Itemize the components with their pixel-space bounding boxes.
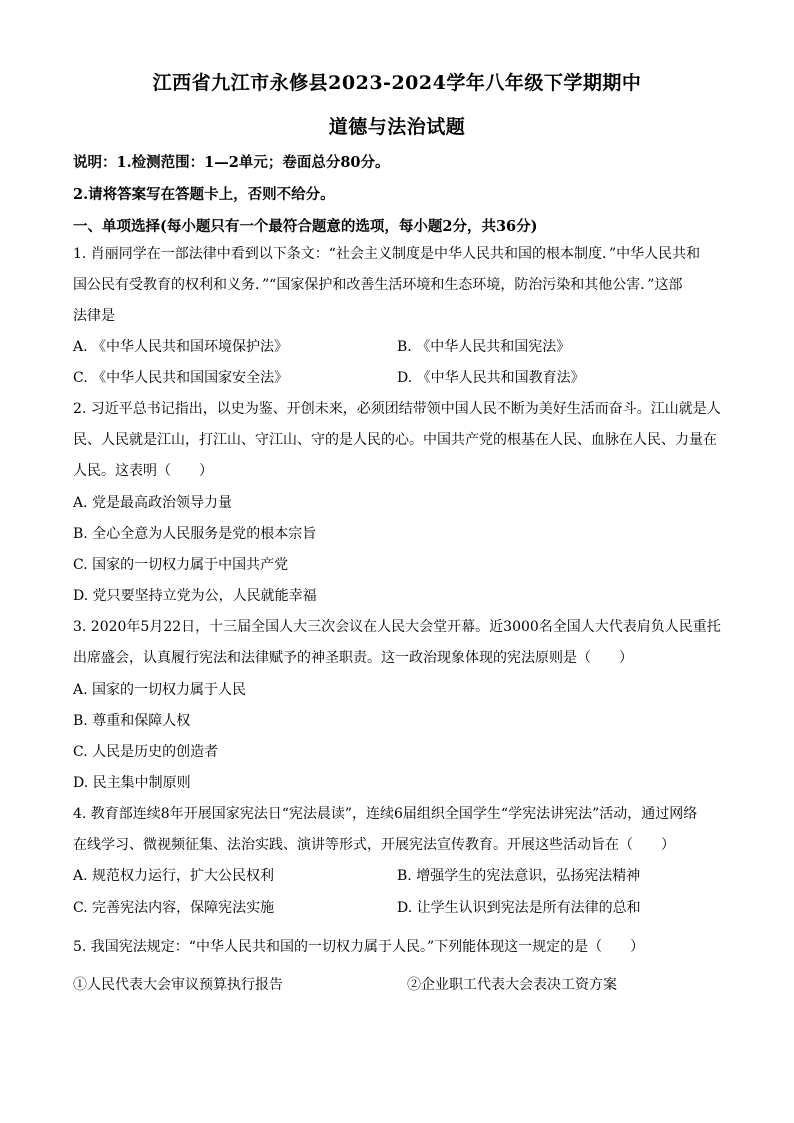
q3-stem-line-1: 3. 2020年5月22日，十三届全国人大三次会议在人民大会堂开幕。近3000名全国人大代表肩负人民重托 bbox=[73, 619, 721, 635]
q2-option-a: A. 党是最高政治领导力量 bbox=[73, 495, 233, 511]
q3-option-d: D. 民主集中制原则 bbox=[73, 775, 191, 791]
q5-item-2: ②企业职工代表大会表决工资方案 bbox=[407, 977, 617, 993]
q4-option-b: B. 增强学生的宪法意识，弘扬宪法精神 bbox=[397, 868, 641, 884]
q1-option-a: A. 《中华人民共和国环境保护法》 bbox=[73, 339, 289, 355]
q4-option-a: A. 规范权力运行，扩大公民权利 bbox=[73, 868, 275, 884]
q3-option-a: A. 国家的一切权力属于人民 bbox=[73, 682, 247, 698]
q4-stem-line-2: 在线学习、微视频征集、法治实践、演讲等形式，开展宪法宣传教育。开展这些活动旨在（ ） bbox=[73, 837, 675, 853]
section-heading: 一、单项选择(每小题只有一个最符合题意的选项，每小题2分，共36分) bbox=[73, 218, 538, 235]
q4-option-d: D. 让学生认识到宪法是所有法律的总和 bbox=[397, 900, 641, 916]
q2-option-d: D. 党只要坚持立党为公，人民就能幸福 bbox=[73, 588, 317, 604]
exam-title: 江西省九江市永修县2023-2024学年八年级下学期期中 bbox=[152, 72, 642, 94]
q4-option-c: C. 完善宪法内容，保障宪法实施 bbox=[73, 900, 275, 916]
q2-stem-line-3: 人民。这表明（ ） bbox=[73, 463, 213, 479]
q1-stem-line-2: 国公民有受教育的权利和义务．”“国家保护和改善生活环境和生态环境，防治污染和其他公害．”这部 bbox=[73, 277, 683, 293]
q2-stem-line-2: 民、人民就是江山，打江山、守江山、守的是人民的心。中国共产党的根基在人民、血脉在人民、力量在 bbox=[73, 432, 717, 448]
q5-stem-line-1: 5. 我国宪法规定：“中华人民共和国的一切权力属于人民。”下列能体现这一规定的是（ ） bbox=[73, 939, 645, 955]
q1-option-d: D. 《中华人民共和国教育法》 bbox=[397, 370, 585, 386]
instructions-line-1: 说明：1.检测范围：1—2单元；卷面总分80分。 bbox=[73, 154, 390, 171]
q2-option-c: C. 国家的一切权力属于中国共产党 bbox=[73, 557, 289, 573]
q2-option-b: B. 全心全意为人民服务是党的根本宗旨 bbox=[73, 526, 317, 542]
q5-item-1: ①人民代表大会审议预算执行报告 bbox=[73, 977, 283, 993]
q1-option-b: B. 《中华人民共和国宪法》 bbox=[397, 339, 571, 355]
q1-option-c: C. 《中华人民共和国国家安全法》 bbox=[73, 370, 289, 386]
q3-option-c: C. 人民是历史的创造者 bbox=[73, 744, 219, 760]
q1-stem-line-3: 法律是 bbox=[73, 308, 115, 324]
q1-stem-line-1: 1. 肖丽同学在一部法律中看到以下条文：“社会主义制度是中华人民共和国的根本制度．”中华人民共和 bbox=[73, 246, 701, 262]
instructions-line-2: 2.请将答案写在答题卡上，否则不给分。 bbox=[73, 186, 335, 203]
q3-option-b: B. 尊重和保障人权 bbox=[73, 713, 191, 729]
q2-stem-line-1: 2. 习近平总书记指出，以史为鉴、开创未来，必须团结带领中国人民不断为美好生活而奋斗。江山就是人 bbox=[73, 401, 721, 417]
q3-stem-line-2: 出席盛会，认真履行宪法和法律赋予的神圣职责。这一政治现象体现的宪法原则是（ ） bbox=[73, 650, 633, 666]
q4-stem-line-1: 4. 教育部连续8年开展国家宪法日“宪法晨读”，连续6届组织全国学生“学宪法讲宪法”活动，通过网络 bbox=[73, 806, 698, 822]
exam-subtitle: 道德与法治试题 bbox=[328, 116, 466, 138]
